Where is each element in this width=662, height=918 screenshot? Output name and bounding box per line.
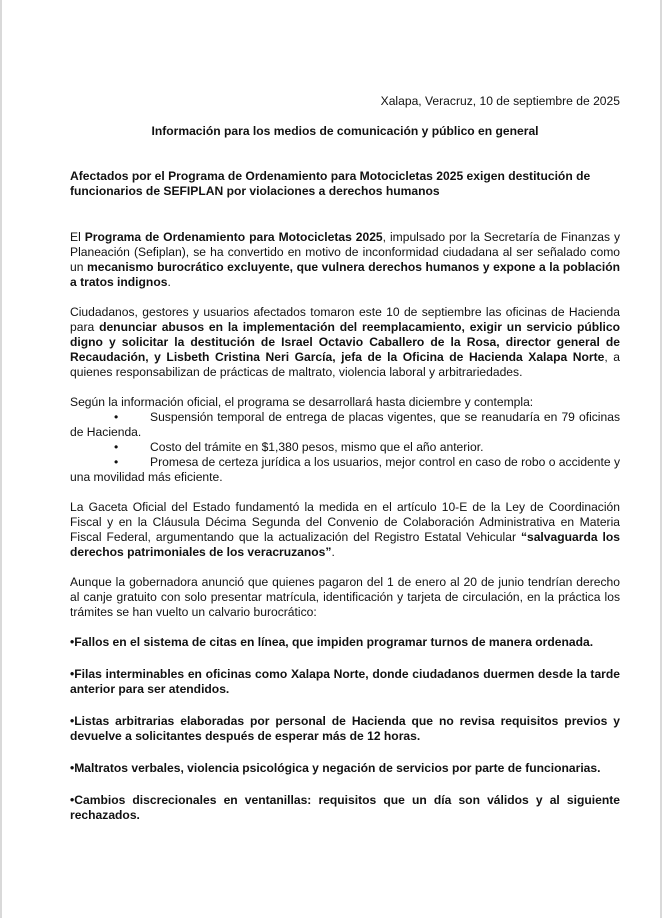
paragraph-gazette bbox=[70, 500, 620, 560]
complaint-item: •Fallos en el sistema de citas en línea, que impiden programar turnos de manera ordenada. bbox=[70, 635, 594, 649]
paragraph-program bbox=[70, 230, 620, 290]
complaint-item: •Cambios discrecionales en ventanillas: requisitos que un día son válidos y al siguiente rechazados. bbox=[70, 793, 620, 822]
page-edge-left bbox=[0, 0, 2, 918]
list-item-text: Costo del trámite en $1,380 pesos, mismo que el año anterior. bbox=[150, 440, 484, 454]
bold-run: Programa de Ordenamiento para Motocicletas 2025 bbox=[84, 230, 383, 244]
bold-run: denunciar abusos en la implementación del reemplacamiento, exigir un servicio público digno y solicitar la destitución de Israel Octavio Caballero de la Rosa, director general de Recaudación, y Lisbeth Cristina Neri García, jefa de la Oficina de Hacienda Xalapa Norte bbox=[70, 320, 620, 364]
bold-run: “salvaguarda los derechos patrimoniales de los veracruzanos” bbox=[70, 530, 621, 559]
text-run: . bbox=[331, 545, 335, 559]
text-run: , a quienes responsabilizan de prácticas de maltrato, violencia laboral y arbitrariedades. bbox=[70, 350, 620, 379]
headline: Afectados por el Programa de Ordenamiento para Motocicletas 2025 exigen destitución de funcionarios de SEFIPLAN por violaciones a derechos humanos bbox=[70, 169, 591, 198]
text-run: , impulsado por la Secretaría de Finanzas y Planeación (Sefiplan), se ha convertido en motivo de inconformidad ciudadana al ser señalado como un bbox=[70, 230, 620, 274]
text-run: . bbox=[167, 275, 171, 289]
text-run: La Gaceta Oficial del Estado fundamentó la medida en el artículo 10-E de la Ley de Coordinación Fiscal y en la Cláusula Décima Segunda del Convenio de Colaboración Administrativa en Materia Fiscal Federal, argumentando que la actualización del Registro Estatal Vehicular bbox=[70, 500, 620, 544]
recipient-line: Información para los medios de comunicación y público en general bbox=[151, 124, 539, 138]
complaint-item: •Listas arbitrarias elaboradas por personal de Hacienda que no revisa requisitos previos y devuelve a solicitantes después de esperar más de 12 horas. bbox=[70, 714, 620, 743]
bullet-icon: • bbox=[114, 455, 119, 469]
paragraph-governor: Aunque la gobernadora anunció que quienes pagaron del 1 de enero al 20 de junio tendrían derecho al canje gratuito con solo presentar matrícula, identificación y tarjeta de circulación, en la práctica los trámites se han vuelto un calvario burocrático: bbox=[70, 575, 620, 619]
date-line: Xalapa, Veracruz, 10 de septiembre de 2025 bbox=[380, 94, 620, 108]
bullet-icon: • bbox=[114, 410, 119, 424]
paragraph-official-info: Según la información oficial, el programa se desarrollará hasta diciembre y contempla: bbox=[70, 395, 534, 409]
list-item bbox=[70, 455, 620, 485]
text-run: El bbox=[70, 230, 85, 244]
letter-body bbox=[70, 94, 620, 840]
paragraph-protest bbox=[70, 305, 620, 380]
list-item bbox=[70, 440, 620, 455]
list-item-text: Suspensión temporal de entrega de placas vigentes, que se reanudaría en 79 oficinas de Hacienda. bbox=[70, 410, 620, 439]
bullet-icon: • bbox=[114, 440, 119, 454]
official-info-list bbox=[70, 410, 620, 485]
complaint-item: •Maltratos verbales, violencia psicológica y negación de servicios por parte de funcionarias. bbox=[70, 761, 601, 775]
bold-run: mecanismo burocrático excluyente, que vulnera derechos humanos y expone a la población a tratos indignos bbox=[70, 260, 620, 289]
list-item bbox=[70, 410, 620, 440]
complaint-item: •Filas interminables en oficinas como Xalapa Norte, donde ciudadanos duermen desde la tarde anterior para ser atendidos. bbox=[70, 667, 620, 696]
text-run: Ciudadanos, gestores y usuarios afectados tomaron este 10 de septiembre las oficinas de Hacienda para bbox=[70, 305, 620, 334]
list-item-text: Promesa de certeza jurídica a los usuarios, mejor control en caso de robo o accidente y una movilidad más eficiente. bbox=[70, 455, 620, 484]
